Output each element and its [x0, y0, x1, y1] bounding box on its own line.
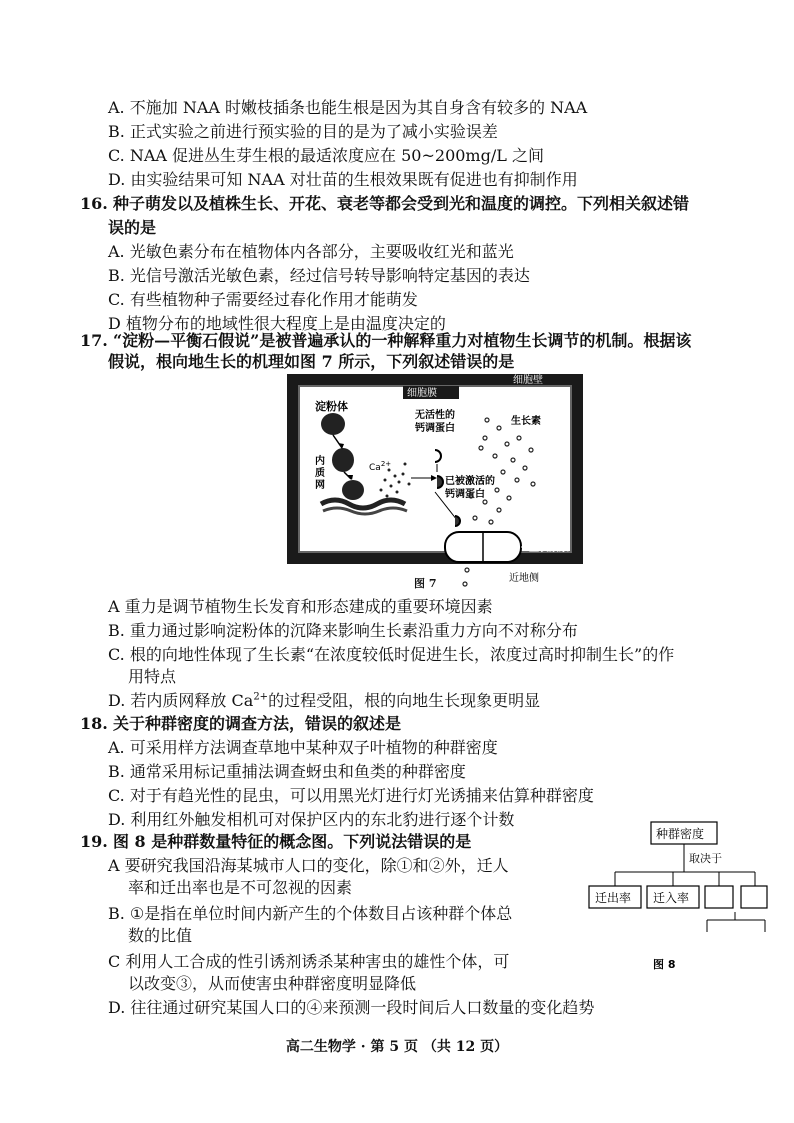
figure-8-population-concept-map [585, 820, 770, 980]
near-ground-side-label: 近地侧 [509, 573, 539, 584]
page-footer: 高二生物学 · 第 5 页 （共 12 页） [285, 1039, 509, 1055]
blank-box [705, 886, 733, 908]
er-label-2: 质 [315, 468, 325, 479]
q19-option-c-line2: 以改变③，从而使害虫种群密度明显降低 [128, 974, 417, 993]
active-calmodulin-icon [455, 516, 460, 526]
q17-stem-line1: “淀粉—平衡石假说”是被普遍承认的一种解释重力对植物生长调节的机制。根据该 [112, 331, 692, 350]
q16-stem [80, 194, 689, 214]
q19-stem-text: 图 8 是种群数量特征的概念图。下列说法错误的是 [112, 832, 472, 851]
amyloplast-3 [342, 480, 364, 500]
q17-option-c-line1: C. 根的向地性体现了生长素“在浓度较低时促进生长，浓度过高时抑制生长”的作 [108, 645, 675, 664]
q18-option-b: B. 通常采用标记重捕法调查蚜虫和鱼类的种群密度 [108, 762, 466, 781]
auxin-exported [463, 568, 469, 586]
q18-option-d: D. 利用红外触发相机可对保护区内的东北豹进行逐个计数 [108, 810, 515, 829]
q16-option-c: C. 有些植物种子需要经过春化作用才能萌发 [108, 290, 418, 309]
q16-stem-line2: 误的是 [108, 218, 157, 237]
calcium-superscript: 2+ [253, 691, 269, 703]
q15-option-d: D. 由实验结果可知 NAA 对壮苗的生根效果既有促进也有抑制作用 [108, 170, 578, 189]
emigration-label: 迁出率 [595, 891, 632, 905]
inactive-calmodulin-label-1: 无活性的 [415, 410, 455, 421]
q16-option-a: A. 光敏色素分布在植物体内各部分，主要吸收红光和蓝光 [108, 242, 514, 261]
cell-wall-label: 细胞壁 [513, 375, 543, 386]
amyloplast-label: 淀粉体 [315, 400, 348, 413]
inactive-calmodulin-label-2: 钙调蛋白 [415, 423, 455, 434]
immigration-label: 迁入率 [653, 891, 690, 905]
q18-option-a: A. 可采用样方法调查草地中某种双子叶植物的种群密度 [108, 738, 498, 757]
q17-stem [80, 331, 691, 351]
q17-option-a: A 重力是调节植物生长发育和形态建成的重要环境因素 [108, 597, 493, 616]
figure-7-caption: 图 7 [414, 577, 437, 590]
q15-option-b: B. 正式实验之前进行预实验的目的是为了减小实验误差 [108, 122, 498, 141]
q17-option-d-post: 的过程受阻，根的向地生长现象更明显 [268, 691, 541, 710]
q15-option-c: C. NAA 促进丛生芽生根的最适浓度应在 50~200mg/L 之间 [108, 146, 544, 165]
blank-box [741, 886, 767, 908]
question-number: 17. [80, 331, 108, 350]
auxin-label: 生长素 [511, 416, 541, 427]
q17-option-b: B. 重力通过影响淀粉体的沉降来影响生长素沿重力方向不对称分布 [108, 621, 578, 640]
q17-option-d-pre: D. 若内质网释放 Ca [108, 691, 254, 710]
q16-stem-line1: 种子萌发以及植株生长、开花、衰老等都会受到光和温度的调控。下列相关叙述错 [112, 194, 689, 213]
q19-option-b-line2: 数的比值 [128, 926, 193, 945]
q16-option-b: B. 光信号激活光敏色素，经过信号转导影响特定基因的表达 [108, 266, 530, 285]
q19-option-b-line1: B. ①是指在单位时间内新产生的个体数目占该种群个体总 [108, 904, 513, 923]
q18-option-c: C. 对于有趋光性的昆虫，可以用黑光灯进行灯光诱捕来估算种群密度 [108, 786, 594, 805]
question-number: 16. [80, 194, 108, 213]
figure-7-root-gravitropism-diagram [285, 372, 585, 590]
q17-option-c-line2: 用特点 [128, 667, 177, 686]
er-label-1: 内 [315, 456, 325, 467]
active-calmodulin-icon [437, 476, 443, 488]
active-calmodulin-label-1: 已被激活的 [445, 476, 495, 487]
q16-option-d: D 植物分布的地域性很大程度上是由温度决定的 [108, 314, 446, 333]
cell-membrane-label: 细胞膜 [407, 388, 437, 399]
q19-option-a-line2: 率和迁出率也是不可忽视的因素 [128, 878, 353, 897]
q19-stem [80, 832, 471, 852]
q17-stem-line2: 假说，根向地生长的机理如图 7 所示，下列叙述错误的是 [108, 352, 515, 371]
figure-8-caption: 图 8 [653, 958, 676, 971]
q15-option-a: A. 不施加 NAA 时嫩枝插条也能生根是因为其自身含有较多的 NAA [108, 98, 588, 117]
calcium-label: $Ca^{2+}$ [369, 460, 392, 473]
amyloplast-2 [332, 448, 354, 472]
depends-on-label: 取决于 [689, 852, 722, 865]
amyloplast-1 [321, 413, 345, 435]
q18-stem [80, 714, 401, 734]
population-density-label: 种群密度 [656, 827, 705, 841]
q18-stem-text: 关于种群密度的调查方法，错误的叙述是 [112, 714, 401, 733]
question-number: 19. [80, 832, 108, 851]
q17-option-d [108, 691, 540, 711]
q19-option-c-line1: C 利用人工合成的性引诱剂诱杀某种害虫的雄性个体，可 [108, 952, 510, 971]
q19-option-d: D. 往往通过研究某国人口的④来预测一段时间后人口数量的变化趋势 [108, 998, 595, 1017]
er-label-3: 网 [315, 480, 325, 491]
q19-option-a-line1: A 要研究我国沿海某城市人口的变化，除①和②外，迁人 [108, 856, 509, 875]
auxin-pump-label: 生长素泵 [529, 543, 569, 554]
active-calmodulin-label-2: 钙调蛋白 [445, 489, 485, 500]
question-number: 18. [80, 714, 108, 733]
